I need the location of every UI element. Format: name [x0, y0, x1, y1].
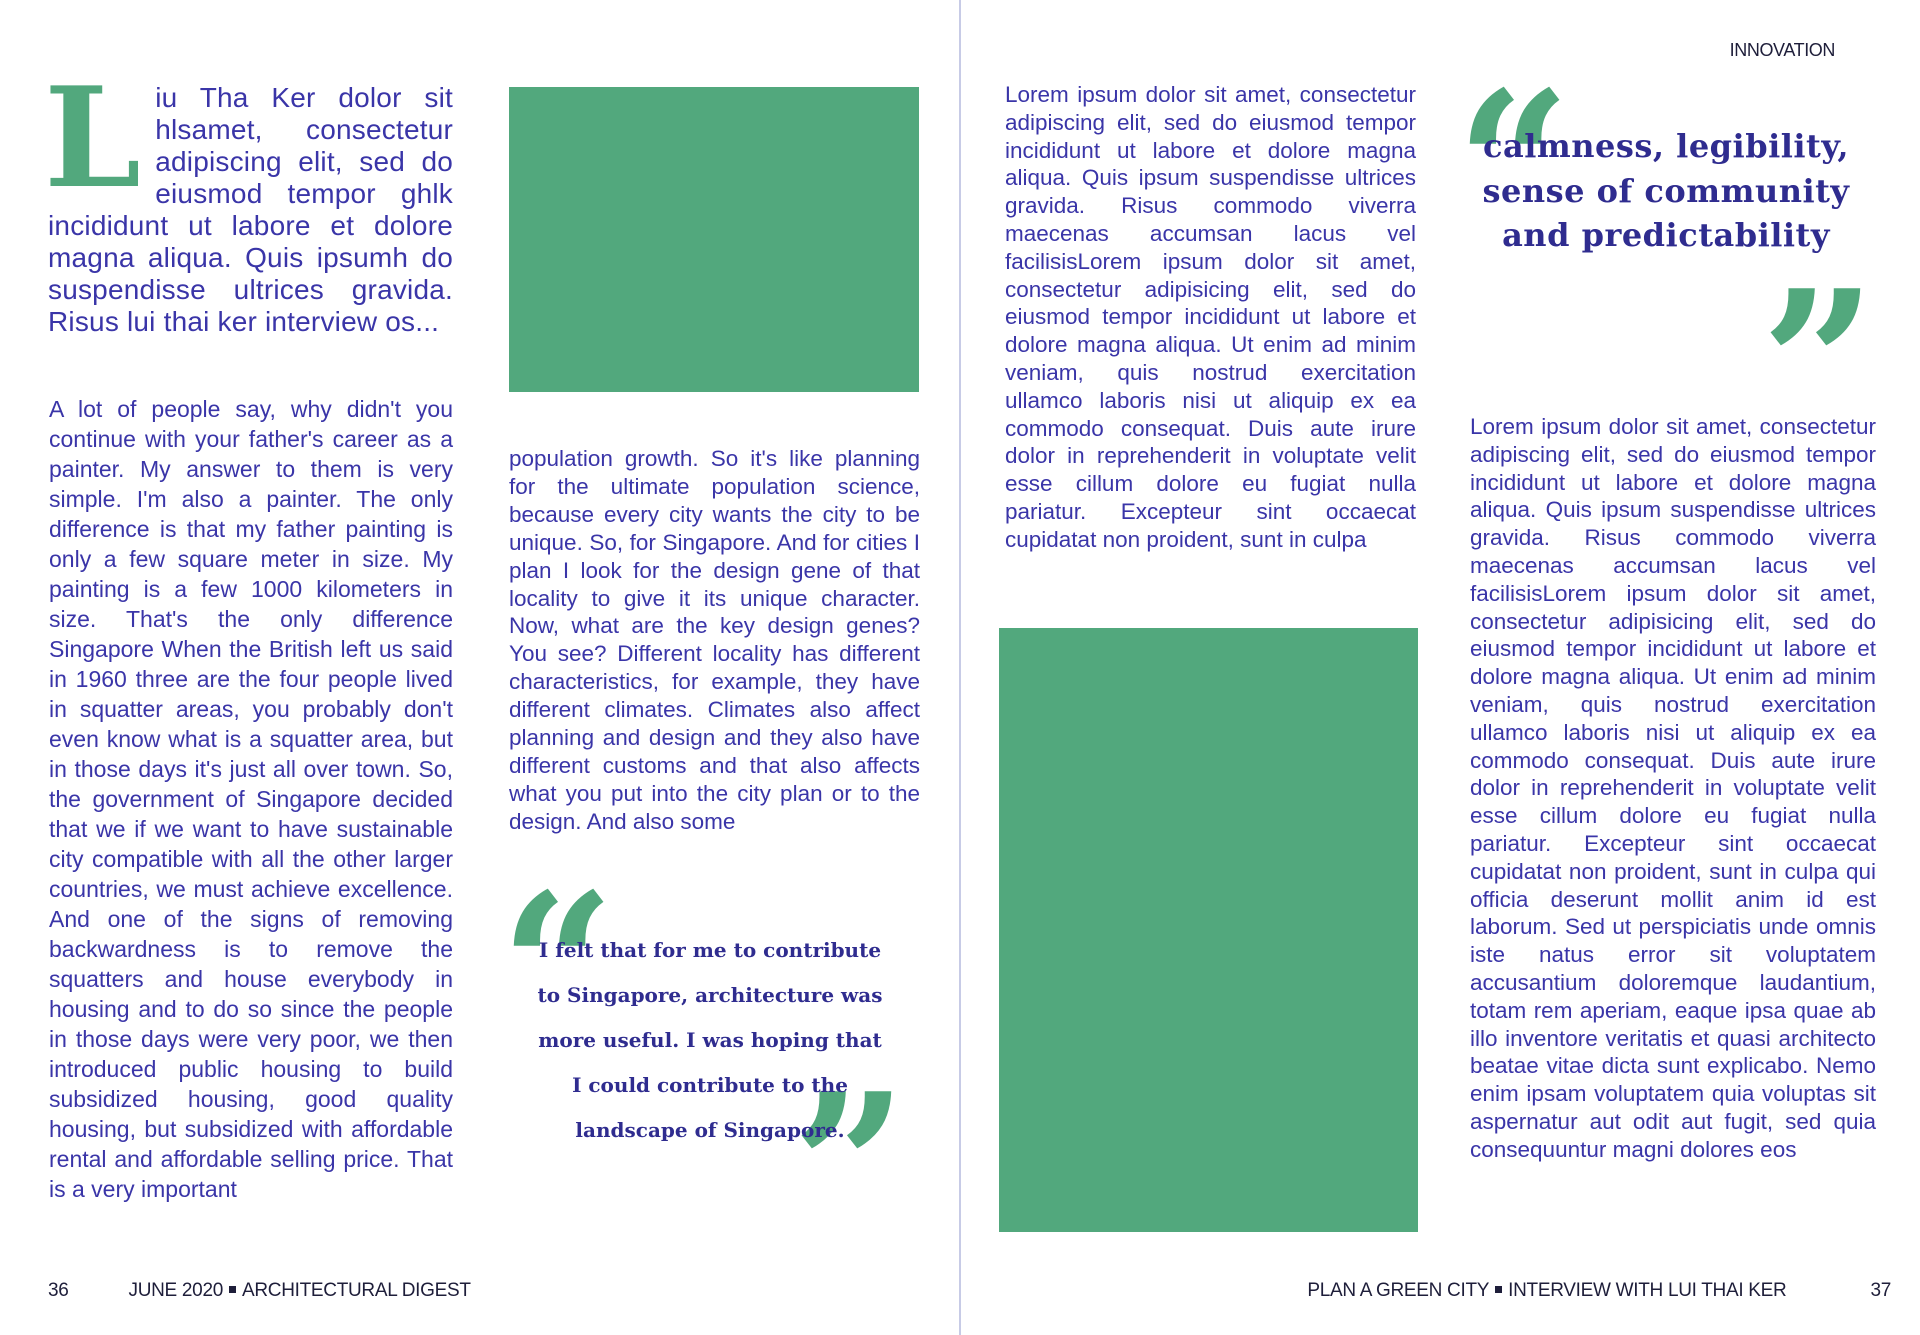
right-body-column-1: Lorem ipsum dolor sit amet, consectetur adipiscing elit, sed do eiusmod tempor incididunt ut labore et dolore magna aliqua. Quis ipsum suspendisse ultrices gravida. Risus commodo viverra maecenas accumsan lacus vel facilisisLorem ipsum dolor sit amet, consectetur adipisicing elit, sed do eiusmod tempor incididunt ut labore et dolore magna aliqua. Ut enim ad minim veniam, quis nostrud exercitation ullamco laboris nisi ut aliquip ex ea commodo consequat. Duis aute irure dolor in reprehenderit in voluptate velit esse cillum dolore eu fugiat nulla pariatur. Excepteur sint occaecat cupidatat non proident, sunt in culpa: [1005, 82, 1416, 552]
footer-left: [48, 1280, 471, 1302]
footer-right: [1307, 1280, 1891, 1302]
open-quote-icon: “: [500, 850, 616, 1085]
intro-text: iu Tha Ker dolor sit hlsamet, consectetur adipiscing elit, sed do eiusmod tempor ghlk incididunt ut labore et dolore magna aliqua. Quis ipsumh do suspendisse ultrices gravida. Risus lui thai ker interview os...: [48, 82, 453, 337]
pull-quote-text-right: calmness, legibility, sense of community and predictability: [1482, 127, 1850, 254]
left-body-column-2: population growth. So it's like planning for the ultimate population science, because every city wants the city to be unique. So, for Singapore. And for cities I plan I look for the design gene of that locality to give it its unique character. Now, what are the key design genes? You see? Different locality has different characteristics, for example, they have different climates. Climates also affect planning and design and they also have different customs and that also affects what you put into the city plan or to the design. And also some: [509, 446, 920, 834]
right-body-column-2: Lorem ipsum dolor sit amet, consectetur adipiscing elit, sed do eiusmod tempor incididunt ut labore et dolore magna aliqua. Quis ipsum suspendisse ultrices gravida. Risus commodo viverra maecenas accumsan lacus vel facilisisLorem ipsum dolor sit amet, consectetur adipisicing elit, sed do eiusmod tempor incididunt ut labore et dolore magna aliqua. Ut enim ad minim veniam, quis nostrud exercitation ullamco laboris nisi ut aliquip ex ea commodo consequat. Duis aute irure dolor in reprehenderit in voluptate velit esse cillum dolore eu fugiat nulla pariatur. Excepteur sint occaecat cupidatat non proident, sunt in culpa qui officia deserunt mollit anim id est laborum. Sed ut perspiciatis unde omnis iste natus error sit voluptatem accusantium doloremque laudantium, totam rem aperiam, eaque ipsa quae ab illo inventore veritatis et quasi architecto beatae vitae dicta sunt explicabo. Nemo enim ipsam voluptatem quia voluptas sit aspernatur aut odit aut fugit, sed quia consequuntur magni dolores eos: [1470, 414, 1876, 1162]
issue-date: JUNE 2020: [128, 1280, 223, 1301]
drop-cap: L: [44, 56, 142, 219]
right-page: [961, 0, 1920, 1335]
pull-quote-text-left: I felt that for me to contribute to Singapore, architecture was more useful. I was hoping that I could contribute to the landscape of Singapore.: [537, 938, 883, 1142]
separator-square-icon: [229, 1286, 236, 1293]
open-quote-icon: “: [1456, 48, 1572, 283]
close-quote-icon: ”: [792, 1050, 908, 1285]
left-body-column-1: A lot of people say, why didn't you continue with your father's career as a painter. My answer to them is very simple. I'm also a painter. The only difference is that my father painting is only a few square meter in size. My painting is a few 1000 kilometers in size. That's the only difference Singapore When the British left us said in 1960 three are the four people lived in squatter areas, you probably don't even know what is a squatter area, but in those days it's just all over town. So, the government of Singapore decided that we if we want to have sustainable city compatible with all the other larger countries, we must achieve excellence. And one of the signs of removing backwardness is to remove the squatters and house everybody in housing and to do so since the people in those days were very poor, we then introduced public housing to build subsidized housing, good quality housing, but subsidized with affordable rental and affordable selling price. That is a very important: [49, 396, 453, 1202]
left-page: [0, 0, 959, 1335]
image-placeholder-right: [999, 628, 1418, 1232]
publication-name: ARCHITECTURAL DIGEST: [241, 1280, 471, 1301]
image-placeholder-left: [509, 87, 919, 392]
intro-paragraph: [44, 56, 453, 338]
article-subtitle: INTERVIEW WITH LUI THAI KER: [1508, 1280, 1787, 1301]
article-title: PLAN A GREEN CITY: [1307, 1280, 1490, 1301]
section-label: INNOVATION: [1729, 40, 1835, 60]
page-number-left: 36: [48, 1280, 69, 1301]
page-number-right: 37: [1870, 1280, 1891, 1301]
close-quote-icon: ”: [1761, 247, 1877, 482]
separator-square-icon: [1495, 1286, 1502, 1293]
